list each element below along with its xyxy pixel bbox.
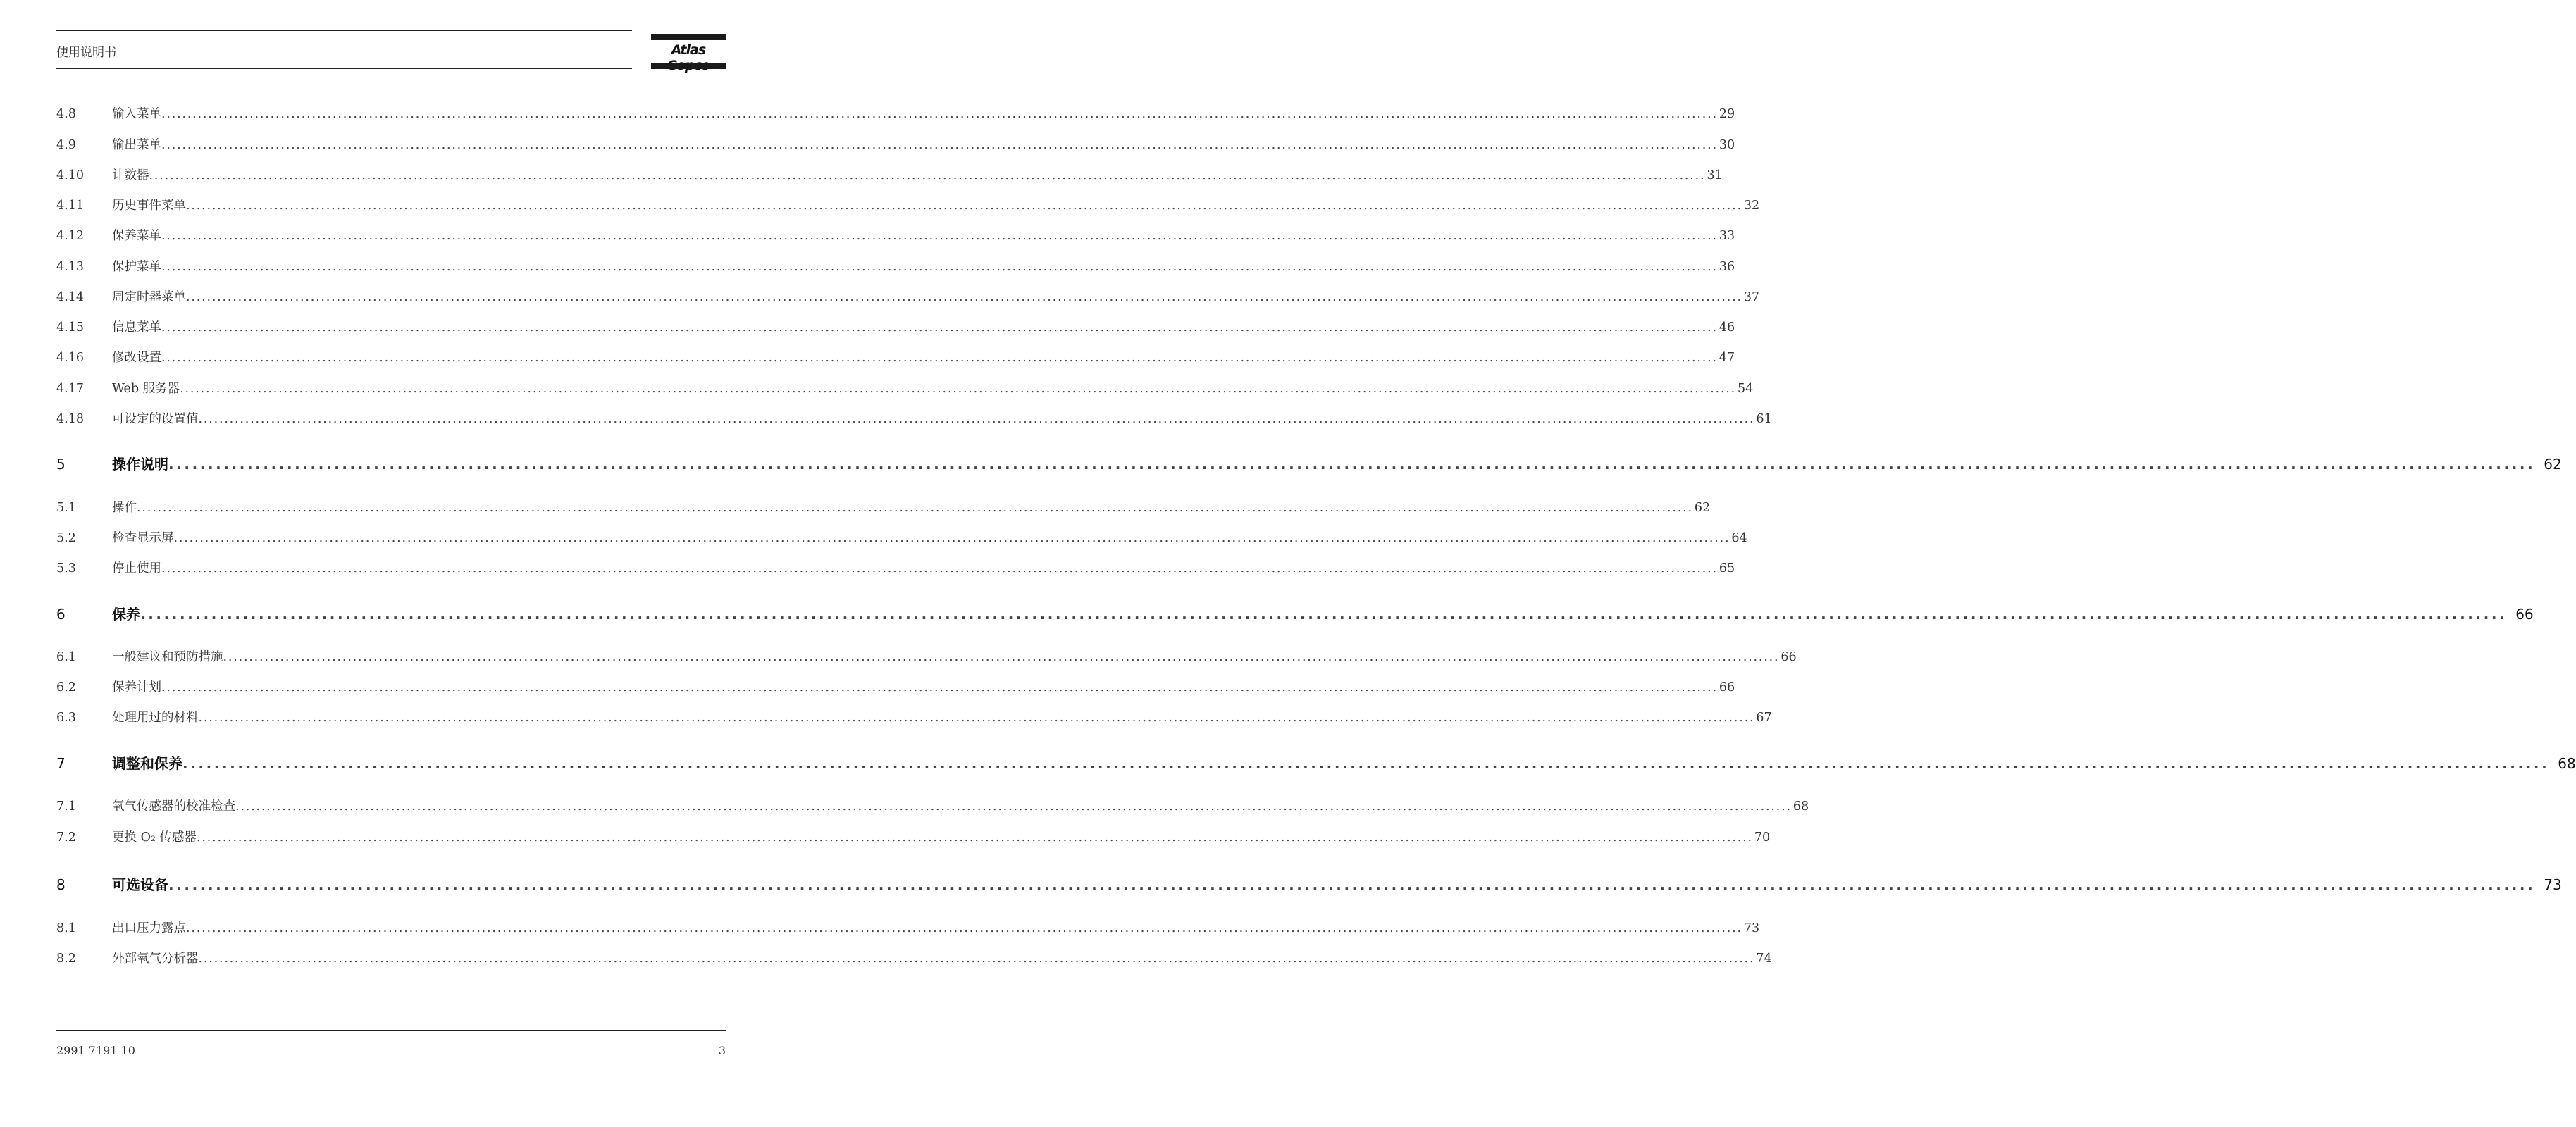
toc-entry-page: 30 [1719,138,1735,152]
footer-document-number: 2991 7191 10 [56,1044,135,1057]
toc-entry-title: 保养菜单 [112,229,161,243]
toc-entry-number: 8.1 [56,921,76,935]
toc-leader-dots: ............................................................................................................................................................................................................................................................................................................ [186,290,1742,304]
toc-leader-dots: ............................................................................................................................................................................................................................................................................................................ [168,456,2536,473]
toc-entry-title: 保护菜单 [112,260,161,274]
toc-entry[interactable] [56,135,1735,153]
toc-leader-dots: ............................................................................................................................................................................................................................................................................................................ [235,799,1792,814]
toc-entry-title: 修改设置 [112,351,161,365]
toc-entry-number: 6.2 [56,680,76,695]
toc-entry[interactable] [56,104,1735,122]
toc-entry-number: 5.1 [56,501,76,515]
toc-entry-number: 6.1 [56,650,76,664]
toc-leader-dots: ............................................................................................................................................................................................................................................................................................................ [182,755,2550,772]
toc-leader-dots: ............................................................................................................................................................................................................................................................................................................ [180,382,1737,396]
toc-entry-page: 66 [2515,606,2534,623]
toc-leader-dots: ............................................................................................................................................................................................................................................................................................................ [198,711,1755,725]
toc-entry-number: 4.12 [56,229,84,243]
toc-entry[interactable] [56,257,1735,275]
toc-entry-title: 保养计划 [112,680,161,695]
toc-entry-number: 7.2 [56,830,76,845]
toc-entry[interactable] [56,828,1771,845]
toc-leader-dots: ............................................................................................................................................................................................................................................................................................................ [161,320,1718,335]
toc-entry-title: 操作 [112,501,137,515]
toc-entry-page: 68 [1792,799,1809,814]
toc-entry-number: 4.14 [56,290,84,304]
toc-entry[interactable] [56,647,1797,665]
toc-entry-title: 周定时器菜单 [112,290,186,304]
toc-chapter-entry[interactable] [56,873,2562,894]
toc-entry-page: 73 [2544,876,2562,893]
toc-entry[interactable] [56,287,1760,305]
toc-entry-page: 36 [1719,260,1735,274]
toc-chapter-entry[interactable] [56,453,2562,473]
toc-chapter-entry[interactable] [56,752,2576,773]
footer-rule [56,1030,726,1031]
toc-entry-page: 61 [1756,412,1772,426]
toc-leader-dots: ............................................................................................................................................................................................................................................................................................................ [198,412,1755,426]
toc-entry-title: 可设定的设置值 [112,412,199,426]
toc-entry-page: 37 [1743,290,1760,304]
toc-entry-page: 62 [2544,456,2562,473]
toc-entry[interactable] [56,949,1772,966]
toc-leader-dots: ............................................................................................................................................................................................................................................................................................................ [161,260,1718,274]
toc-entry-title: 历史事件菜单 [112,199,186,213]
toc-entry-page: 33 [1719,229,1735,243]
header-title: 使用说明书 [56,46,116,60]
toc-entry-title: Web 服务器 [112,382,180,396]
toc-entry-number: 6.3 [56,711,76,725]
toc-entry[interactable] [56,318,1735,335]
toc-entry[interactable] [56,196,1760,213]
toc-entry-number: 4.17 [56,382,84,396]
footer-page-number: 3 [718,1044,726,1057]
toc-leader-dots: ............................................................................................................................................................................................................................................................................................................ [173,531,1730,545]
toc-leader-dots: ............................................................................................................................................................................................................................................................................................................ [161,229,1718,243]
toc-entry[interactable] [56,226,1735,244]
toc-leader-dots: ............................................................................................................................................................................................................................................................................................................ [198,952,1755,966]
toc-leader-dots: ............................................................................................................................................................................................................................................................................................................ [161,561,1718,575]
toc-entry-number: 4.9 [56,138,76,152]
toc-entry-page: 54 [1738,382,1754,396]
toc-entry-title: 检查显示屏 [112,531,174,545]
toc-entry-number: 4.10 [56,168,84,182]
logo-wordmark: Atlas [671,42,706,58]
atlas-copco-logo [651,34,726,69]
toc-entry-title: 更换 O₂ 传感器 [112,830,197,845]
logo-top-bar [651,34,726,40]
toc-entry-page: 67 [1756,711,1772,725]
toc-entry[interactable] [56,166,1723,183]
toc-entry-number: 4.13 [56,260,84,274]
toc-entry-page: 74 [1756,952,1772,966]
toc-entry-page: 47 [1719,351,1735,365]
toc-entry-number: 5 [56,456,66,473]
toc-entry-title: 停止使用 [112,561,161,575]
toc-entry-page: 64 [1731,531,1747,545]
toc-entry-title: 氧气传感器的校准检查 [112,799,235,814]
toc-entry-number: 5.3 [56,561,76,575]
toc-leader-dots: ............................................................................................................................................................................................................................................................................................................ [186,199,1742,213]
toc-leader-dots: ............................................................................................................................................................................................................................................................................................................ [140,606,2508,623]
toc-entry-page: 70 [1754,830,1771,845]
toc-entry-title: 一般建议和预防措施 [112,650,223,664]
toc-entry[interactable] [56,379,1754,397]
toc-entry-page: 62 [1694,501,1711,515]
toc-entry-title: 输入菜单 [112,107,161,121]
header-top-rule [56,30,632,31]
toc-entry-number: 4.18 [56,412,84,426]
toc-entry-number: 4.11 [56,199,84,213]
toc-entry-page: 66 [1719,680,1735,695]
toc-entry-number: 4.15 [56,320,84,335]
toc-entry-page: 68 [2558,755,2576,772]
toc-entry[interactable] [56,409,1772,427]
toc-entry-title: 外部氧气分析器 [112,952,199,966]
toc-entry[interactable] [56,498,1711,516]
toc-entry-page: 46 [1719,320,1735,335]
toc-entry[interactable] [56,919,1760,936]
toc-entry[interactable] [56,528,1747,546]
toc-leader-dots: ............................................................................................................................................................................................................................................................................................................ [149,168,1706,182]
toc-entry[interactable] [56,708,1772,726]
toc-entry-page: 29 [1719,107,1735,121]
toc-leader-dots: ............................................................................................................................................................................................................................................................................................................ [223,650,1780,664]
toc-leader-dots: ............................................................................................................................................................................................................................................................................................................ [186,921,1742,935]
toc-leader-dots: ............................................................................................................................................................................................................................................................................................................ [197,830,1753,845]
toc-entry-number: 6 [56,606,66,623]
toc-entry-title: 操作说明 [112,456,168,473]
toc-entry-title: 调整和保养 [112,755,182,772]
toc-entry-title: 可选设备 [112,876,168,893]
toc-entry-title: 计数器 [112,168,149,182]
toc-entry-number: 8.2 [56,952,76,966]
toc-entry[interactable] [56,678,1735,695]
toc-entry-title: 输出菜单 [112,138,161,152]
toc-entry-number: 7 [56,755,66,772]
toc-entry-number: 5.2 [56,531,76,545]
toc-leader-dots: ............................................................................................................................................................................................................................................................................................................ [161,107,1718,121]
toc-entry[interactable] [56,797,1809,814]
header-bottom-rule [56,68,632,69]
toc-entry[interactable] [56,348,1735,366]
toc-entry-page: 73 [1743,921,1760,935]
toc-chapter-entry[interactable] [56,603,2534,623]
logo-bottom-bar [651,63,726,69]
toc-leader-dots: ............................................................................................................................................................................................................................................................................................................ [168,876,2536,893]
toc-entry-title: 处理用过的材料 [112,711,199,725]
toc-entry-title: 保养 [112,606,140,623]
toc-entry[interactable] [56,559,1735,576]
toc-leader-dots: ............................................................................................................................................................................................................................................................................................................ [161,138,1718,152]
toc-leader-dots: ............................................................................................................................................................................................................................................................................................................ [137,501,1693,515]
toc-entry-number: 4.8 [56,107,76,121]
toc-entry-page: 31 [1707,168,1723,182]
toc-leader-dots: ............................................................................................................................................................................................................................................................................................................ [161,680,1718,695]
toc-entry-page: 65 [1719,561,1735,575]
toc-entry-title: 出口压力露点 [112,921,186,935]
toc-entry-page: 66 [1781,650,1797,664]
toc-entry-title: 信息菜单 [112,320,161,335]
toc-entry-number: 7.1 [56,799,76,814]
toc-entry-number: 4.16 [56,351,84,365]
toc-entry-number: 8 [56,876,66,893]
toc-leader-dots: ............................................................................................................................................................................................................................................................................................................ [161,351,1718,365]
toc-entry-page: 32 [1743,199,1760,213]
